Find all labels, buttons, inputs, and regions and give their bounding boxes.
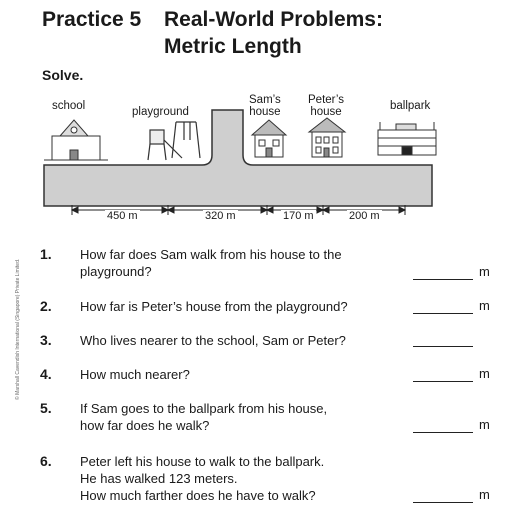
- peters-house-icon: [309, 118, 345, 157]
- label-ballpark: ballpark: [390, 100, 431, 112]
- answer-blank[interactable]: [413, 313, 473, 314]
- answer-blank[interactable]: [413, 502, 473, 503]
- label-school: school: [52, 100, 86, 112]
- road: [44, 110, 432, 206]
- answer-unit: m: [479, 487, 490, 502]
- question-text: How far is Peter’s house from the playground?: [80, 299, 348, 314]
- ballpark-icon: [378, 122, 436, 155]
- question-number: 3.: [40, 332, 52, 348]
- distance-peter-ballpark: 200 m: [349, 210, 380, 222]
- playground-icon: [148, 122, 200, 160]
- answer-blank[interactable]: [413, 346, 473, 347]
- road-map: [0, 108, 518, 218]
- practice-label: Practice 5: [42, 8, 142, 31]
- sams-house-icon: [252, 120, 286, 157]
- question-text: Peter left his house to walk to the ballpark. He has walked 123 meters. How much farther does he have to walk?: [80, 454, 325, 503]
- question-text: How much nearer?: [80, 367, 190, 382]
- answer-blank[interactable]: [413, 279, 473, 280]
- answer-unit: m: [479, 264, 490, 279]
- answer-unit: m: [479, 298, 490, 313]
- label-peters-house: Peter’s house: [308, 94, 345, 118]
- question-text: Who lives nearer to the school, Sam or Peter?: [80, 333, 346, 348]
- distance-sam-peter: 170 m: [283, 210, 314, 222]
- distance-school-playground: 450 m: [107, 210, 138, 222]
- question-number: 2.: [40, 298, 52, 314]
- answer-blank[interactable]: [413, 381, 473, 382]
- answer-blank[interactable]: [413, 432, 473, 433]
- question-number: 6.: [40, 453, 52, 469]
- question-text: If Sam goes to the ballpark from his house, how far does he walk?: [80, 401, 328, 433]
- label-playground: playground: [132, 106, 189, 118]
- question-number: 1.: [40, 246, 52, 262]
- school-icon: [44, 120, 108, 160]
- question-number: 4.: [40, 366, 52, 382]
- page-title-line2: Metric Length: [164, 35, 302, 58]
- answer-unit: m: [479, 366, 490, 381]
- page-title-line1: Real-World Problems:: [164, 8, 383, 31]
- copyright-notice: © Marshall Cavendish International (Singapore) Private Limited.: [15, 258, 21, 400]
- instruction: Solve.: [42, 67, 84, 83]
- question-text: How far does Sam walk from his house to the playground?: [80, 247, 342, 279]
- answer-unit: m: [479, 417, 490, 432]
- distance-playground-sam: 320 m: [205, 210, 236, 222]
- label-sams-house: Sam’s house: [249, 94, 281, 118]
- question-number: 5.: [40, 400, 52, 416]
